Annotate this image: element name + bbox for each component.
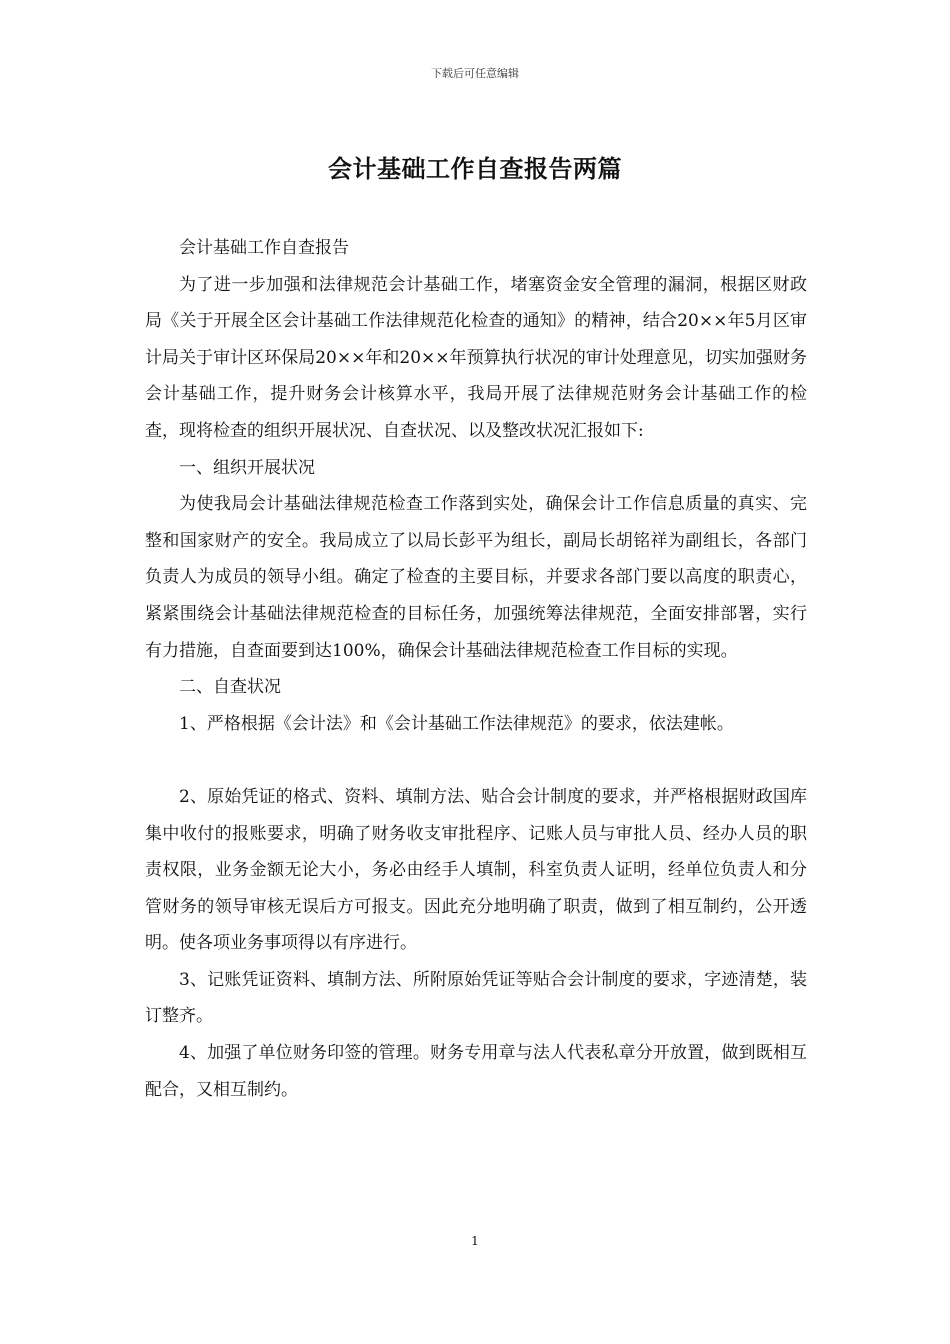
report-subtitle: 会计基础工作自查报告 <box>179 238 349 258</box>
intro-paragraph: 为了进一步加强和法律规范会计基础工作，堵塞资金安全管理的漏洞，根据区财政局《关于开展全区会计基础工作法律规范化检查的通知》的精神，结合20××年5月区审计局关于审计区环保局20××年和20××年预算执行状况的审计处理意见，切实加强财务会计基础工作，提升财务会计核算水平，我局开展了法律规范财务会计基础工作的检查，现将检查的组织开展状况、自查状况、以及整改状况汇报如下: <box>145 274 807 441</box>
item-1-paragraph: 1、严格根据《会计法》和《会计基础工作法律规范》的要求，依法建帐。 <box>179 713 734 734</box>
item-4-paragraph: 4、加强了单位财务印签的管理。财务专用章与法人代表私章分开放置，做到既相互配合，又相互制约。 <box>145 1043 807 1100</box>
page-number: 1 <box>471 1234 479 1248</box>
section-heading-self-check: 二、自查状况 <box>179 677 281 698</box>
item-2-paragraph: 2、原始凭证的格式、资料、填制方法、贴合会计制度的要求，并严格根据财政国库集中收付的报账要求，明确了财务收支审批程序、记账人员与审批人员、经办人员的职责权限，业务金额无论大小，务必由经手人填制，科室负责人证明，经单位负责人和分管财务的领导审核无误后方可报支。因此充分地明确了职责，做到了相互制约，公开透明。使各项业务事项得以有序进行。 <box>145 786 807 954</box>
organization-paragraph: 为使我局会计基础法律规范检查工作落到实处，确保会计工作信息质量的真实、完整和国家财产的安全。我局成立了以局长彭平为组长，副局长胡铭祥为副组长，各部门负责人为成员的领导小组。确定了检查的主要目标，并要求各部门要以高度的职责心，紧紧围绕会计基础法律规范检查的目标任务，加强统筹法律规范，全面安排部署，实行有力措施，自查面要到达100%，确保会计基础法律规范检查工作目标的实现。 <box>145 494 807 661</box>
section-heading-organization: 一、组织开展状况 <box>179 457 315 478</box>
document-body <box>145 230 807 1108</box>
page-header: 下载后可任意编辑 <box>431 67 519 80</box>
item-3-paragraph: 3、记账凭证资料、填制方法、所附原始凭证等贴合会计制度的要求，字迹清楚，装订整齐。 <box>145 969 807 1027</box>
document-title: 会计基础工作自查报告两篇 <box>328 154 622 183</box>
